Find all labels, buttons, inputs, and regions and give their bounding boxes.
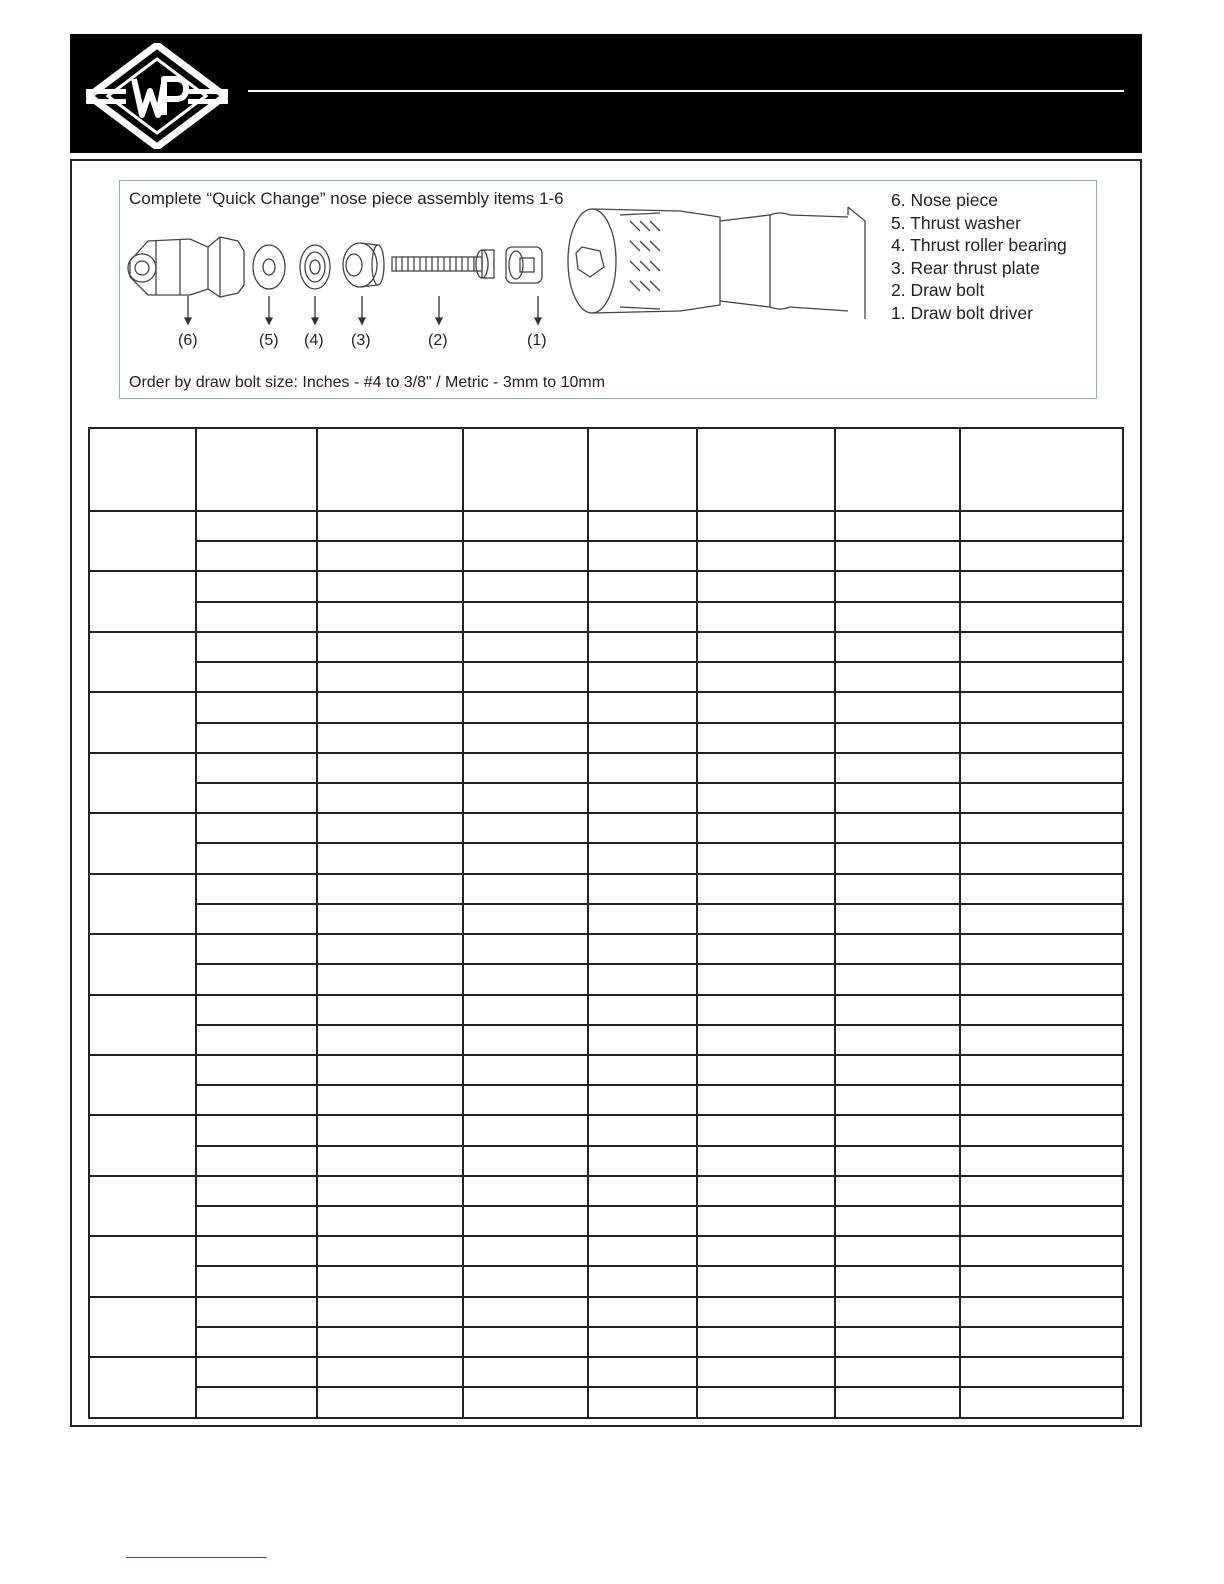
table-cell xyxy=(317,874,463,904)
table-cell xyxy=(960,541,1123,571)
table-cell xyxy=(697,995,835,1025)
table-cell xyxy=(588,1327,697,1357)
table-cell xyxy=(835,662,960,692)
table-cell xyxy=(588,783,697,813)
table-cell xyxy=(588,934,697,964)
table-row xyxy=(89,692,1123,722)
table-row xyxy=(89,723,1123,753)
table-row xyxy=(89,602,1123,632)
table-cell xyxy=(960,662,1123,692)
table-cell xyxy=(835,723,960,753)
table-cell xyxy=(588,1206,697,1236)
table-cell xyxy=(697,783,835,813)
table-cell xyxy=(697,1206,835,1236)
table-cell xyxy=(697,692,835,722)
table-cell xyxy=(588,692,697,722)
table-cell xyxy=(196,843,317,873)
callout-arrows xyxy=(185,296,541,324)
table-cell xyxy=(196,1146,317,1176)
table-cell xyxy=(196,662,317,692)
table-cell xyxy=(960,1176,1123,1206)
table-cell xyxy=(317,1146,463,1176)
parts-table xyxy=(88,427,1124,1419)
table-row xyxy=(89,632,1123,662)
table-cell xyxy=(588,1387,697,1418)
table-cell xyxy=(697,541,835,571)
table-cell xyxy=(317,964,463,994)
tool-body xyxy=(568,207,865,319)
table-cell xyxy=(317,692,463,722)
table-row xyxy=(89,662,1123,692)
table-cell xyxy=(588,541,697,571)
table-cell xyxy=(588,843,697,873)
table-cell xyxy=(196,1236,317,1266)
table-row xyxy=(89,964,1123,994)
table-row xyxy=(89,1236,1123,1266)
table-cell xyxy=(588,511,697,541)
table-row xyxy=(89,1327,1123,1357)
table-cell xyxy=(960,571,1123,601)
table-cell xyxy=(960,1085,1123,1115)
table-cell xyxy=(697,632,835,662)
table-cell xyxy=(463,571,588,601)
table-cell xyxy=(196,692,317,722)
legend-item-rear-thrust-plate: 3. Rear thrust plate xyxy=(891,257,1040,278)
table-cell xyxy=(835,843,960,873)
table-cell xyxy=(835,1357,960,1387)
table-cell xyxy=(835,692,960,722)
table-cell xyxy=(835,541,960,571)
table-cell xyxy=(317,602,463,632)
table-cell xyxy=(463,813,588,843)
table-cell xyxy=(960,874,1123,904)
table-cell xyxy=(463,783,588,813)
callout-1: (1) xyxy=(527,332,547,349)
table-row xyxy=(89,1146,1123,1176)
parts-legend xyxy=(891,189,1067,325)
table-cell xyxy=(317,1025,463,1055)
group-label-cell xyxy=(89,874,196,934)
header-rule xyxy=(248,90,1124,92)
table-cell xyxy=(196,995,317,1025)
table-cell xyxy=(697,1115,835,1145)
group-label-cell xyxy=(89,995,196,1055)
table-cell xyxy=(463,1176,588,1206)
table-row xyxy=(89,783,1123,813)
table-cell xyxy=(196,511,317,541)
table-cell xyxy=(588,1055,697,1085)
thrust-washer-part xyxy=(253,245,285,289)
table-cell xyxy=(588,632,697,662)
group-label-cell xyxy=(89,1115,196,1175)
table-cell xyxy=(196,602,317,632)
table-cell xyxy=(835,1387,960,1418)
table-cell xyxy=(697,511,835,541)
table-cell xyxy=(960,964,1123,994)
table-cell xyxy=(196,753,317,783)
table-cell xyxy=(960,1206,1123,1236)
table-cell xyxy=(697,571,835,601)
callout-4: (4) xyxy=(304,332,324,349)
table-cell xyxy=(463,1297,588,1327)
table-cell xyxy=(196,1297,317,1327)
diagram-title: Complete “Quick Change” nose piece assembly items 1-6 xyxy=(129,189,564,208)
table-cell xyxy=(463,874,588,904)
table-row xyxy=(89,511,1123,541)
table-row xyxy=(89,874,1123,904)
table-cell xyxy=(463,1115,588,1145)
table-cell xyxy=(196,1266,317,1296)
table-cell xyxy=(196,964,317,994)
draw-bolt-part xyxy=(392,250,494,278)
table-row xyxy=(89,934,1123,964)
table-cell xyxy=(960,1357,1123,1387)
table-cell xyxy=(463,1387,588,1418)
company-logo xyxy=(86,43,228,149)
table-cell xyxy=(960,692,1123,722)
table-cell xyxy=(588,602,697,632)
callout-2: (2) xyxy=(428,332,448,349)
table-cell xyxy=(196,1085,317,1115)
table-cell xyxy=(835,964,960,994)
table-cell xyxy=(588,1236,697,1266)
table-row xyxy=(89,1387,1123,1418)
table-cell xyxy=(317,1297,463,1327)
table-cell xyxy=(463,904,588,934)
table-cell xyxy=(196,783,317,813)
table-cell xyxy=(960,1146,1123,1176)
table-cell xyxy=(960,843,1123,873)
table-cell xyxy=(196,632,317,662)
table-cell xyxy=(960,904,1123,934)
table-cell xyxy=(463,511,588,541)
table-row xyxy=(89,1055,1123,1085)
table-cell xyxy=(697,1327,835,1357)
table-cell xyxy=(317,511,463,541)
table-cell xyxy=(835,1085,960,1115)
table-cell xyxy=(835,1327,960,1357)
table-cell xyxy=(697,1055,835,1085)
table-cell xyxy=(317,783,463,813)
table-cell xyxy=(588,813,697,843)
table-cell xyxy=(960,1327,1123,1357)
table-cell xyxy=(835,995,960,1025)
group-label-cell xyxy=(89,632,196,692)
callout-5: (5) xyxy=(259,332,279,349)
table-cell xyxy=(835,1236,960,1266)
table-cell xyxy=(697,843,835,873)
table-cell xyxy=(835,934,960,964)
table-cell xyxy=(697,662,835,692)
table-row xyxy=(89,1357,1123,1387)
legend-item-draw-bolt-driver: 1. Draw bolt driver xyxy=(891,302,1033,323)
table-cell xyxy=(960,1387,1123,1418)
table-cell xyxy=(697,874,835,904)
table-cell xyxy=(588,1115,697,1145)
nose-piece-part xyxy=(128,237,244,297)
table-cell xyxy=(960,511,1123,541)
table-cell xyxy=(317,632,463,662)
table-cell xyxy=(835,602,960,632)
table-cell xyxy=(835,813,960,843)
table-cell xyxy=(835,1297,960,1327)
table-cell xyxy=(697,1146,835,1176)
table-cell xyxy=(697,753,835,783)
table-cell xyxy=(196,1055,317,1085)
header-bar xyxy=(70,34,1142,153)
table-cell xyxy=(588,1297,697,1327)
table-cell xyxy=(196,1387,317,1418)
group-label-cell xyxy=(89,511,196,571)
table-cell xyxy=(463,934,588,964)
table-cell xyxy=(588,662,697,692)
table-cell xyxy=(588,1266,697,1296)
table-cell xyxy=(835,1055,960,1085)
table-cell xyxy=(960,1115,1123,1145)
table-row xyxy=(89,813,1123,843)
header-cell xyxy=(89,428,196,511)
table-cell xyxy=(196,571,317,601)
table-cell xyxy=(835,632,960,662)
table-cell xyxy=(697,1025,835,1055)
table-cell xyxy=(317,1206,463,1236)
table-cell xyxy=(697,904,835,934)
table-cell xyxy=(463,662,588,692)
table-cell xyxy=(463,692,588,722)
table-cell xyxy=(317,1357,463,1387)
table-cell xyxy=(588,1357,697,1387)
table-cell xyxy=(960,1236,1123,1266)
group-label-cell xyxy=(89,1236,196,1296)
table-cell xyxy=(960,1025,1123,1055)
table-cell xyxy=(588,904,697,934)
table-cell xyxy=(960,1297,1123,1327)
table-cell xyxy=(317,1176,463,1206)
table-cell xyxy=(960,753,1123,783)
table-cell xyxy=(697,1176,835,1206)
table-row xyxy=(89,1115,1123,1145)
table-cell xyxy=(317,1266,463,1296)
table-cell xyxy=(317,1055,463,1085)
table-cell xyxy=(697,934,835,964)
rear-thrust-plate-part xyxy=(343,243,384,287)
table-cell xyxy=(463,1055,588,1085)
table-cell xyxy=(463,964,588,994)
group-label-cell xyxy=(89,692,196,752)
table-cell xyxy=(835,1025,960,1055)
table-cell xyxy=(463,602,588,632)
table-cell xyxy=(463,753,588,783)
table-cell xyxy=(960,632,1123,662)
table-cell xyxy=(588,1025,697,1055)
table-cell xyxy=(697,1357,835,1387)
table-cell xyxy=(196,541,317,571)
table-cell xyxy=(960,1266,1123,1296)
header-cell xyxy=(463,428,588,511)
footer-link[interactable] xyxy=(126,1557,267,1558)
table-cell xyxy=(835,874,960,904)
table-cell xyxy=(463,1146,588,1176)
legend-item-nose-piece: 6. Nose piece xyxy=(891,190,999,210)
table-cell xyxy=(317,995,463,1025)
table-cell xyxy=(697,1266,835,1296)
table-cell xyxy=(697,602,835,632)
table-cell xyxy=(960,934,1123,964)
table-cell xyxy=(463,1266,588,1296)
legend-item-thrust-roller-bearing: 4. Thrust roller bearing xyxy=(891,235,1067,256)
group-label-cell xyxy=(89,1176,196,1236)
header-cell xyxy=(835,428,960,511)
table-cell xyxy=(463,995,588,1025)
table-cell xyxy=(463,1327,588,1357)
table-cell xyxy=(697,1297,835,1327)
table-cell xyxy=(196,1327,317,1357)
table-cell xyxy=(835,1146,960,1176)
table-cell xyxy=(317,1387,463,1418)
table-cell xyxy=(196,1115,317,1145)
table-row xyxy=(89,1266,1123,1296)
group-label-cell xyxy=(89,1055,196,1115)
table-cell xyxy=(835,904,960,934)
table-cell xyxy=(317,753,463,783)
order-note: Order by draw bolt size: Inches - #4 to 3/8" / Metric - 3mm to 10mm xyxy=(129,374,606,391)
group-label-cell xyxy=(89,813,196,873)
table-cell xyxy=(463,1236,588,1266)
thrust-roller-bearing-part xyxy=(300,245,330,289)
legend-item-draw-bolt: 2. Draw bolt xyxy=(891,280,985,301)
table-cell xyxy=(317,1327,463,1357)
table-cell xyxy=(835,783,960,813)
table-cell xyxy=(463,1025,588,1055)
table-row xyxy=(89,1025,1123,1055)
table-cell xyxy=(196,813,317,843)
table-cell xyxy=(588,571,697,601)
table-row xyxy=(89,1085,1123,1115)
table-cell xyxy=(463,1085,588,1115)
table-cell xyxy=(196,1025,317,1055)
table-cell xyxy=(317,662,463,692)
table-cell xyxy=(196,904,317,934)
table-cell xyxy=(317,843,463,873)
table-cell xyxy=(463,632,588,662)
table-row xyxy=(89,843,1123,873)
table-row xyxy=(89,995,1123,1025)
table-cell xyxy=(697,1085,835,1115)
table-cell xyxy=(835,511,960,541)
table-cell xyxy=(588,1146,697,1176)
callout-6: (6) xyxy=(178,332,198,349)
table-cell xyxy=(463,541,588,571)
table-cell xyxy=(835,1115,960,1145)
table-cell xyxy=(317,541,463,571)
header-cell xyxy=(317,428,463,511)
group-label-cell xyxy=(89,1297,196,1357)
table-cell xyxy=(835,1266,960,1296)
callout-3: (3) xyxy=(351,332,371,349)
table-cell xyxy=(463,1357,588,1387)
table-cell xyxy=(588,1085,697,1115)
table-cell xyxy=(317,934,463,964)
table-row xyxy=(89,1206,1123,1236)
table-row xyxy=(89,1297,1123,1327)
table-cell xyxy=(463,843,588,873)
header-cell xyxy=(697,428,835,511)
table-cell xyxy=(960,1055,1123,1085)
header-cell xyxy=(588,428,697,511)
group-label-cell xyxy=(89,753,196,813)
table-cell xyxy=(697,1236,835,1266)
header-cell xyxy=(960,428,1123,511)
table-cell xyxy=(697,723,835,753)
assembly-diagram xyxy=(119,180,1097,399)
group-label-cell xyxy=(89,1357,196,1418)
table-cell xyxy=(835,1206,960,1236)
table-cell xyxy=(960,723,1123,753)
table-cell xyxy=(697,813,835,843)
table-cell xyxy=(588,753,697,783)
table-cell xyxy=(317,571,463,601)
table-cell xyxy=(588,964,697,994)
group-label-cell xyxy=(89,934,196,994)
table-row xyxy=(89,1176,1123,1206)
table-cell xyxy=(317,723,463,753)
table-cell xyxy=(588,723,697,753)
table-cell xyxy=(588,995,697,1025)
table-cell xyxy=(317,904,463,934)
table-cell xyxy=(196,934,317,964)
table-row xyxy=(89,571,1123,601)
group-label-cell xyxy=(89,571,196,631)
table-header-row xyxy=(89,428,1123,511)
legend-item-thrust-washer: 5. Thrust washer xyxy=(891,212,1022,233)
table-cell xyxy=(835,1176,960,1206)
table-cell xyxy=(960,783,1123,813)
table-cell xyxy=(196,723,317,753)
table-cell xyxy=(317,1085,463,1115)
table-cell xyxy=(960,813,1123,843)
table-cell xyxy=(317,1115,463,1145)
table-cell xyxy=(697,1387,835,1418)
table-cell xyxy=(960,602,1123,632)
table-row xyxy=(89,753,1123,783)
table-cell xyxy=(196,1357,317,1387)
table-cell xyxy=(463,723,588,753)
table-cell xyxy=(463,1206,588,1236)
table-cell xyxy=(835,571,960,601)
table-cell xyxy=(196,1176,317,1206)
table-row xyxy=(89,541,1123,571)
table-cell xyxy=(317,813,463,843)
header-cell xyxy=(196,428,317,511)
table-cell xyxy=(697,964,835,994)
table-cell xyxy=(588,1176,697,1206)
table-cell xyxy=(196,1206,317,1236)
table-cell xyxy=(588,874,697,904)
draw-bolt-driver-part xyxy=(506,247,542,283)
table-cell xyxy=(317,1236,463,1266)
table-cell xyxy=(835,753,960,783)
table-cell xyxy=(196,874,317,904)
table-body xyxy=(89,511,1123,1418)
table-cell xyxy=(960,995,1123,1025)
table-row xyxy=(89,904,1123,934)
